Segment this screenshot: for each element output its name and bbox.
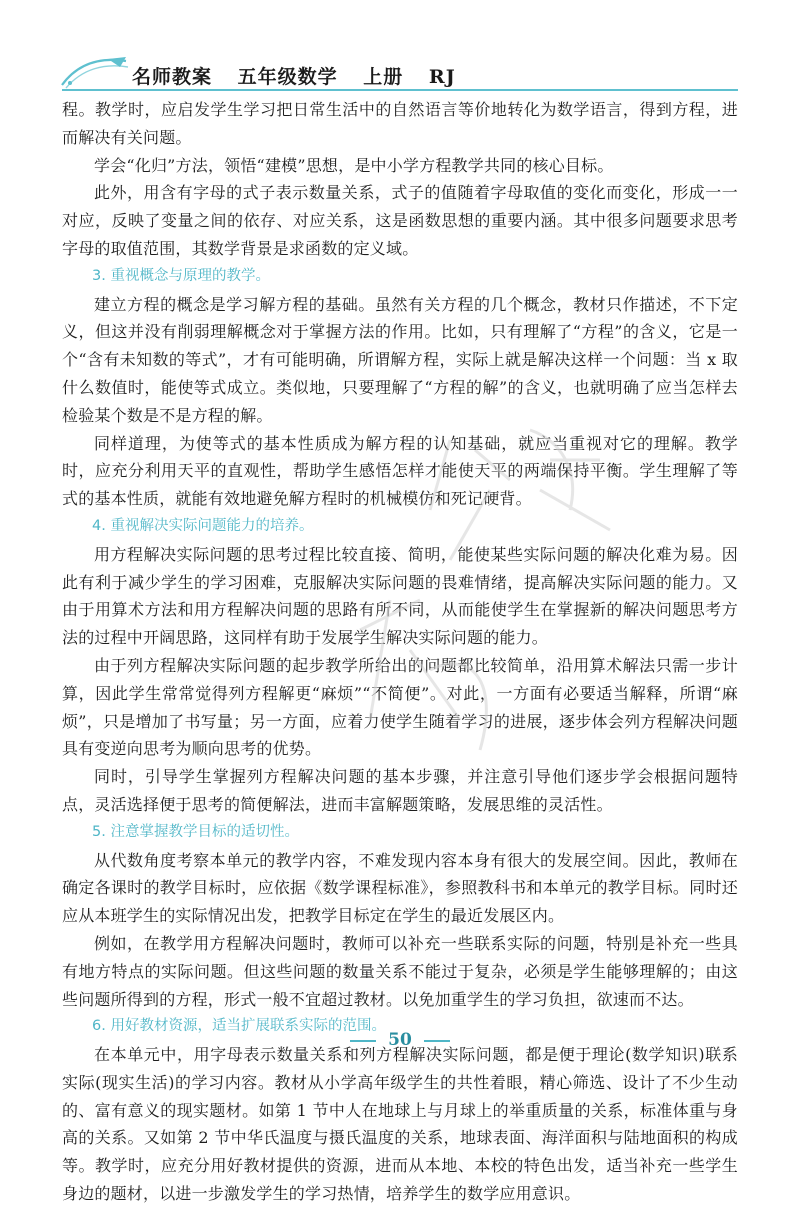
- running-title: [132, 62, 474, 89]
- section-heading: 4. 重视解决实际问题能力的培养。: [92, 517, 314, 534]
- footer-dash-right: [424, 1040, 450, 1042]
- footer-dash-left: [350, 1040, 376, 1042]
- paragraph: 例如，在教学用方程解决问题时，教师可以补充一些联系实际的问题，特别是补充一些具有地方特点的实际问题。但这些问题的数量关系不能过于复杂，必须是学生能够理解的；由这些问题所得到的方程，形式一般不宜超过教材。以免加重学生的学习负担，欲速而不达。: [62, 933, 738, 1009]
- page-header: [0, 0, 800, 92]
- section-heading: 3. 重视概念与原理的教学。: [92, 267, 270, 284]
- paragraph: 建立方程的概念是学习解方程的基础。虽然有关方程的几个概念，教材只作描述，不下定义，但这并没有削弱理解概念对于掌握方法的作用。比如，只有理解了“方程”的含义，它是一个“含有未知数的等式”，才有可能明确，所谓解方程，实际上就是解决这样一个问题：当 x 取什么数值时，能使等式成立。类似地，只要理解了“方程的解”的含义，也就明确了应当怎样去检验某个数是不是方程的解。: [62, 294, 738, 425]
- section-heading: 6. 用好教材资源，适当扩展联系实际的范围。: [92, 1018, 386, 1035]
- paragraph: 由于列方程解决实际问题的起步教学所给出的问题都比较简单，沿用算术解法只需一步计算，因此学生常常觉得列方程解更“麻烦”“不简便”。对此，一方面有必要适当解释，所谓“麻烦”，只是增加了书写量；另一方面，应着力使学生随着学习的进展，逐步体会列方程解决问题具有变逆向思考为顺向思考的优势。: [62, 655, 738, 759]
- section-heading: 5. 注意掌握教学目标的适切性。: [92, 823, 299, 840]
- paragraph: 学会“化归”方法，领悟“建模”思想，是中小学方程教学共同的核心目标。: [94, 155, 614, 175]
- paragraph: 同样道理，为使等式的基本性质成为解方程的认知基础，就应当重视对它的理解。教学时，应充分利用天平的直观性，帮助学生感悟怎样才能使天平的两端保持平衡。学生理解了等式的基本性质，就能有效地避免解方程时的机械模仿和死记硬背。: [62, 433, 738, 509]
- edition: RJ: [428, 66, 456, 88]
- paragraph: 同时，引导学生掌握列方程解决问题的基本步骤，并注意引导他们逐步学会根据问题特点，灵活选择便于思考的简便解法，进而丰富解题策略，发展思维的灵活性。: [62, 767, 738, 814]
- header-rule: [62, 89, 738, 91]
- page-number: 50: [388, 1030, 412, 1050]
- paragraph: 程。教学时，应启发学生学习把日常生活中的自然语言等价地转化为数学语言，得到方程，进而解决有关问题。: [62, 100, 738, 147]
- page-footer: [0, 1030, 800, 1050]
- book-name: 名师教案: [132, 66, 213, 88]
- paragraph: 用方程解决实际问题的思考过程比较直接、简明，能使某些实际问题的解决化难为易。因此有利于减少学生的学习困难，克服解决实际问题的畏难情绪，提高解决实际问题的能力。又由于用算术方法和用方程解决问题的思路有所不同，从而能使学生在掌握新的解决问题思考方法的过程中开阔思路，这同样有助于发展学生解决实际问题的能力。: [62, 544, 738, 648]
- volume: 上册: [363, 66, 404, 88]
- grade-subject: 五年级数学: [237, 66, 338, 88]
- paragraph: 此外，用含有字母的式子表示数量关系，式子的值随着字母取值的变化而变化，形成一一对应，反映了变量之间的依存、对应关系，这是函数思想的重要内涵。其中很多问题要求思考字母的取值范围，其数学背景是求函数的定义域。: [62, 183, 738, 258]
- paragraph: 在本单元中，用字母表示数量关系和列方程解决实际问题，都是便于理论(数学知识)联系实际(现实生活)的学习内容。教材从小学高年级学生的共性着眼，精心筛选、设计了不少生动的、富有意义的现实题材。如第 1 节中人在地球上与月球上的举重质量的关系，标准体重与身高的关系。又如第 2 节中华氏温度与摄氏温度的关系，地球表面、海洋面积与陆地面积的构成等。教学时，应充分用好教材提供的资源，进而从本地、本校的特色出发，适当补充一些学生身边的题材，以进一步激发学生的学习热情，培养学生的数学应用意识。: [62, 1045, 738, 1204]
- pen-swoosh-icon: [60, 55, 130, 91]
- paragraph: 从代数角度考察本单元的教学内容，不难发现内容本身有很大的发展空间。因此，教师在确定各课时的教学目标时，应依据《数学课程标准》，参照教科书和本单元的教学目标。同时还应从本班学生的实际情况出发，把教学目标定在学生的最近发展区内。: [62, 850, 738, 926]
